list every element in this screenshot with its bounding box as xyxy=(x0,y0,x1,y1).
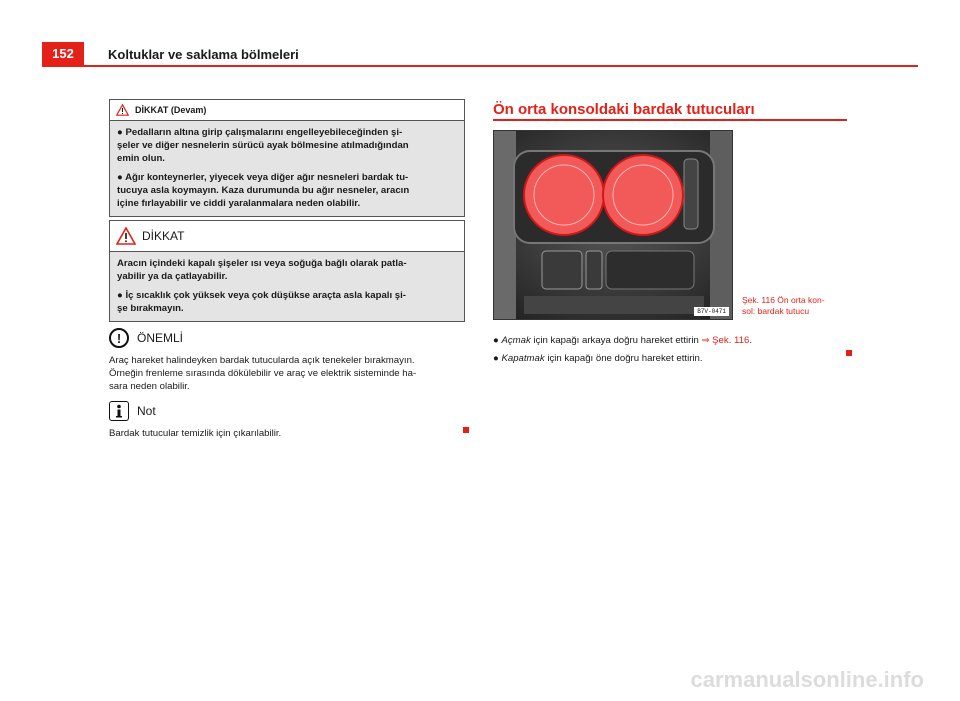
note-title: Not xyxy=(137,403,156,418)
info-note-icon xyxy=(109,401,129,421)
instruction-end: . xyxy=(749,335,752,346)
note-header xyxy=(109,401,465,421)
important-text: Araç hareket halindeyken bardak tutucularda açık tenekeler bırakmayın. Örneğin frenleme sırasında dökülebilir ve araç ve elektrik sisteminde ha- sara neden olabilir. xyxy=(109,355,417,392)
warning-title: DİKKAT xyxy=(142,229,185,243)
warning-continued-header xyxy=(110,100,464,121)
important-header xyxy=(109,328,465,348)
chapter-title: Koltuklar ve saklama bölmeleri xyxy=(108,47,299,62)
instruction-item xyxy=(493,352,853,365)
figure-code: B7V-0471 xyxy=(694,307,729,316)
cup-holder-figure xyxy=(493,130,733,320)
bullet: ● xyxy=(493,353,499,364)
warning-continued-title: DİKKAT (Devam) xyxy=(135,105,207,115)
warning-item: ● İç sıcaklık çok yüksek veya çok düşükse araçta asla kapalı şi- şe bırakmayın. xyxy=(117,290,406,314)
header-divider xyxy=(42,65,918,67)
figure-caption: Şek. 116 Ön orta kon- sol: bardak tutucu xyxy=(742,295,825,316)
section-divider xyxy=(493,119,847,121)
instruction-item xyxy=(493,334,853,347)
section-title: Ön orta konsoldaki bardak tutucuları xyxy=(493,101,755,118)
instruction-text: için kapağı arkaya doğru hareket ettirin xyxy=(530,335,702,346)
figure-reference-link[interactable]: ⇒ Şek. 116 xyxy=(701,335,750,346)
warning-continued-body xyxy=(110,121,464,216)
important-title: ÖNEMLİ xyxy=(137,330,184,345)
bullet: ● xyxy=(493,335,499,346)
page-number: 152 xyxy=(42,42,84,66)
warning-header xyxy=(110,221,464,252)
watermark: carmanualsonline.info xyxy=(690,667,924,692)
warning-box xyxy=(109,220,465,322)
warning-continued-box xyxy=(109,99,465,217)
section-end-marker xyxy=(846,350,852,356)
note-text: Bardak tutucular temizlik için çıkarılabilir. xyxy=(109,428,282,439)
warning-continued-item: ● Pedalların altına girip çalışmalarını engelleyebileceğinden şi- şeler ve diğer nesnelerin sürücü ayak bölmesine atılmadığından emin olun. xyxy=(117,127,409,164)
warning-item: Aracın içindeki kapalı şişeler ısı veya soğuğa bağlı olarak patla- yabilir ya da çatlayabilir. xyxy=(117,258,407,282)
important-notice xyxy=(109,328,465,393)
section-end-marker xyxy=(463,427,469,433)
instruction-list xyxy=(493,334,853,370)
instruction-text: için kapağı öne doğru hareket ettirin. xyxy=(544,353,703,364)
warning-body xyxy=(110,252,464,321)
warning-continued-item: ● Ağır konteynerler, yiyecek veya diğer ağır nesneleri bardak tu- tucuya asla koymayın. Kaza durumunda bu ağır nesneler, aracın içine fırlayabilir ve ciddi yaralanmalara neden olabilir. xyxy=(117,172,410,209)
instruction-term: Açmak xyxy=(501,335,531,346)
exclamation-circle-icon: ! xyxy=(109,328,129,348)
note xyxy=(109,401,465,440)
warning-triangle-icon xyxy=(116,227,136,245)
instruction-term: Kapatmak xyxy=(501,353,545,364)
warning-triangle-icon xyxy=(116,104,129,116)
